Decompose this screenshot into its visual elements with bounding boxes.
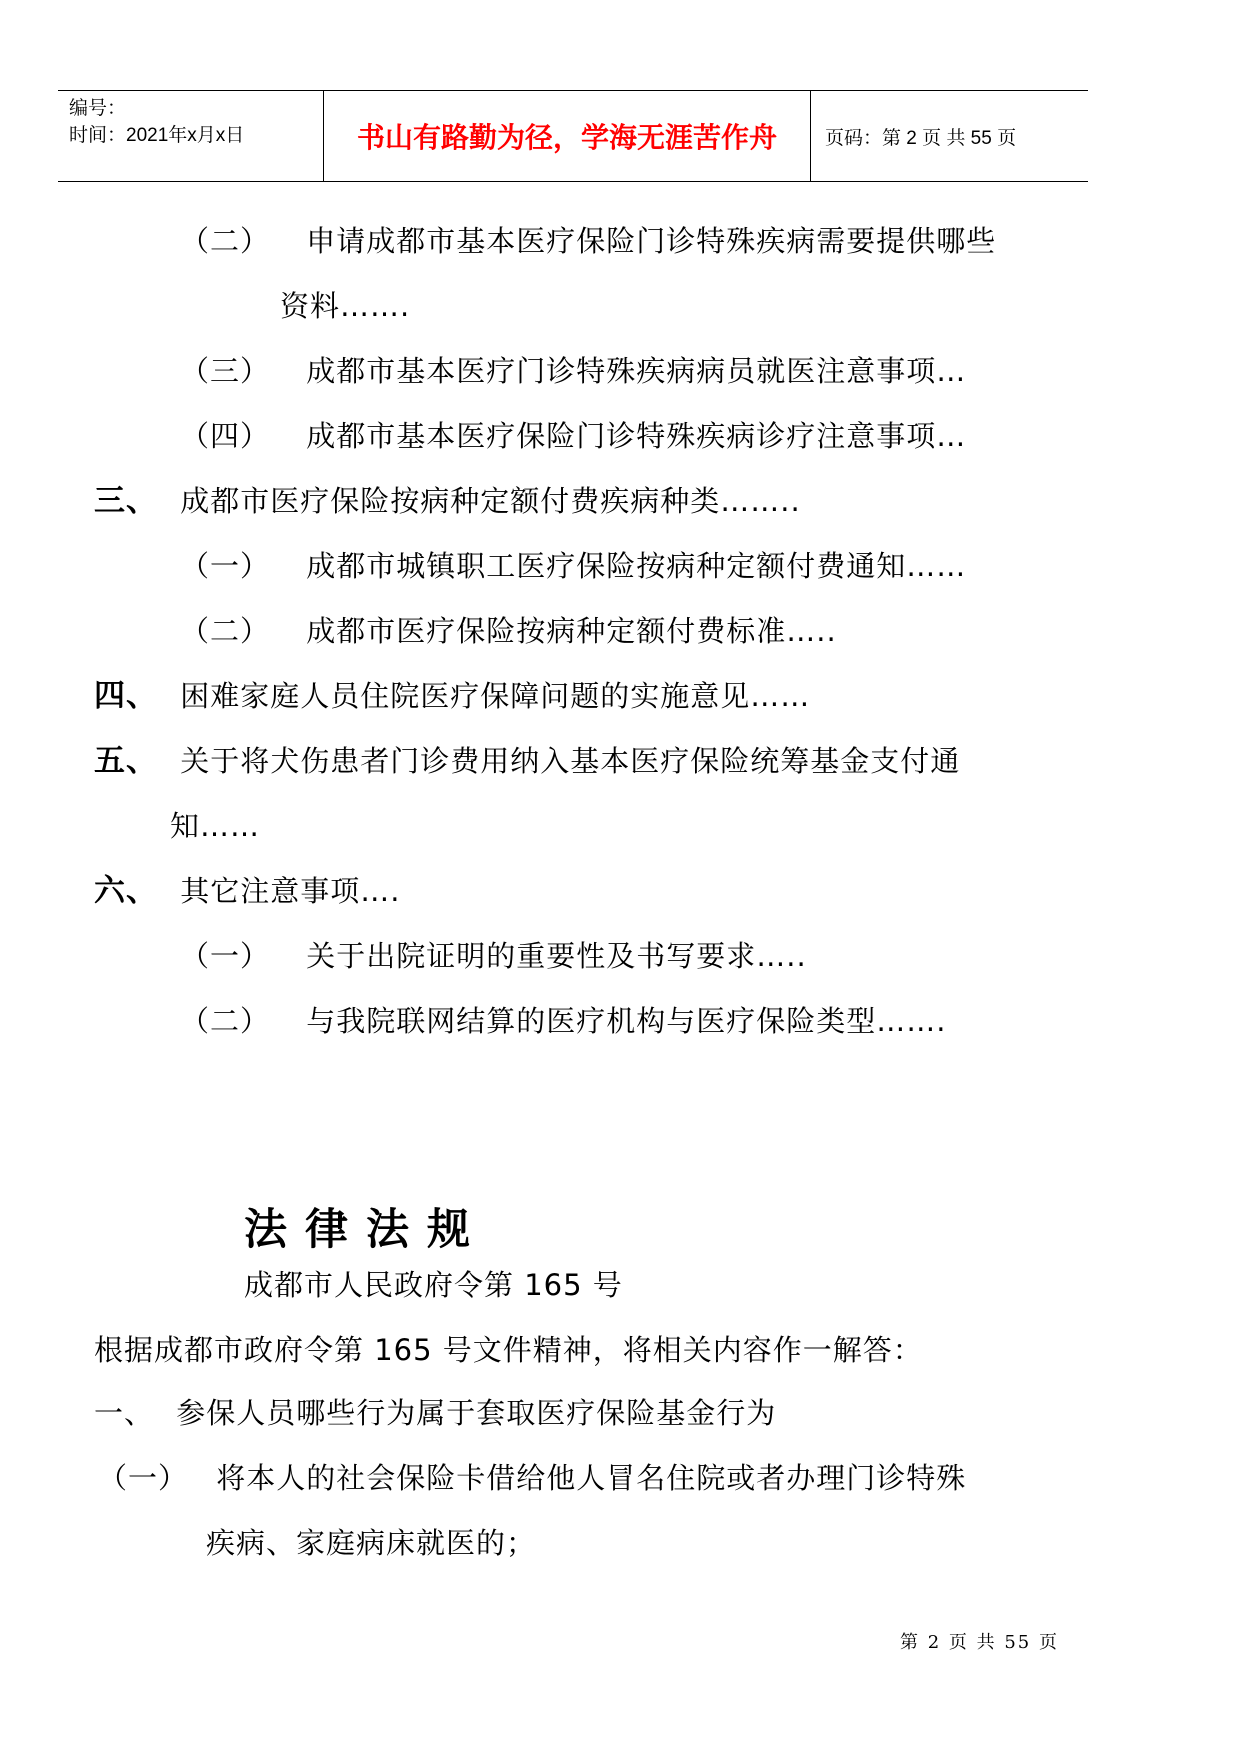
- question-text: 参保人员哪些行为属于套取医疗保险基金行为: [176, 1396, 777, 1430]
- header-page-info: 页码：第 2 页 共 55 页: [825, 127, 1017, 149]
- toc-line: [180, 221, 996, 261]
- item-line-continued: 疾病、家庭病床就医的；: [206, 1526, 537, 1560]
- toc-line-text: 成都市医疗保险按病种定额付费疾病种类……..: [180, 484, 801, 518]
- section-heading: 法律法规: [244, 1205, 488, 1255]
- section-intro: 根据成都市政府令第 165 号文件精神，将相关内容作一解答：: [94, 1333, 923, 1367]
- question-label: 一、: [94, 1396, 155, 1430]
- toc-line-label: （一）: [180, 549, 271, 583]
- toc-line: [180, 416, 966, 456]
- toc-line-label: （四）: [180, 419, 271, 453]
- toc-line: [94, 481, 801, 521]
- toc-line-text: 与我院联网结算的医疗机构与医疗保险类型…….: [306, 1004, 947, 1038]
- toc-line: [180, 611, 837, 651]
- toc-line: [170, 806, 260, 846]
- item-label: （一）: [98, 1461, 189, 1495]
- item-text: 将本人的社会保险卡借给他人冒名住院或者办理门诊特殊: [216, 1461, 967, 1495]
- document-time-label: 时间：2021年x月x日: [69, 125, 245, 146]
- toc-line-text: 关于将犬伤患者门诊费用纳入基本医疗保险统筹基金支付通: [180, 744, 961, 778]
- section-subtitle: 成都市人民政府令第 165 号: [244, 1268, 623, 1302]
- toc-line-label: 三、: [94, 483, 158, 519]
- toc-line-label: （三）: [180, 354, 271, 388]
- toc-line-label: （一）: [180, 939, 271, 973]
- item-line: [98, 1458, 966, 1498]
- toc-line: [180, 351, 966, 391]
- page-header: [58, 90, 1088, 182]
- toc-line-text: 申请成都市基本医疗保险门诊特殊疾病需要提供哪些: [306, 224, 997, 258]
- toc-line-label: 五、: [94, 743, 158, 779]
- toc-line-text: 关于出院证明的重要性及书写要求…..: [306, 939, 807, 973]
- toc-line-text: 成都市城镇职工医疗保险按病种定额付费通知……: [306, 549, 967, 583]
- toc-line-text: 成都市医疗保险按病种定额付费标准…..: [306, 614, 837, 648]
- toc-line-text: 资料…….: [280, 289, 411, 323]
- header-meta: [58, 91, 323, 181]
- toc-line-label: （二）: [180, 614, 271, 648]
- toc-line: [94, 871, 400, 911]
- toc-line-text: 困难家庭人员住院医疗保障问题的实施意见……: [180, 679, 811, 713]
- toc-line: [94, 741, 960, 781]
- toc-line-text: 成都市基本医疗门诊特殊疾病病员就医注意事项…: [306, 354, 967, 388]
- toc-line-label: 四、: [94, 678, 158, 714]
- toc-line: [94, 676, 810, 716]
- toc-line-label: （二）: [180, 1004, 271, 1038]
- toc-line-label: （二）: [180, 224, 271, 258]
- toc-line: [180, 1001, 946, 1041]
- toc-line-label: 六、: [94, 873, 158, 909]
- question-line: [94, 1393, 776, 1433]
- toc-line: [280, 286, 410, 326]
- toc-line-text: 其它注意事项….: [180, 874, 401, 908]
- toc-line: [180, 936, 807, 976]
- toc-line: [180, 546, 966, 586]
- toc-line-text: 知……: [170, 809, 261, 843]
- header-motto: 书山有路勤为径，学海无涯苦作舟: [323, 91, 811, 181]
- toc-line-text: 成都市基本医疗保险门诊特殊疾病诊疗注意事项…: [306, 419, 967, 453]
- page-footer: 第 2 页 共 55 页: [900, 1632, 1059, 1653]
- document-number-label: 编号：: [69, 98, 127, 119]
